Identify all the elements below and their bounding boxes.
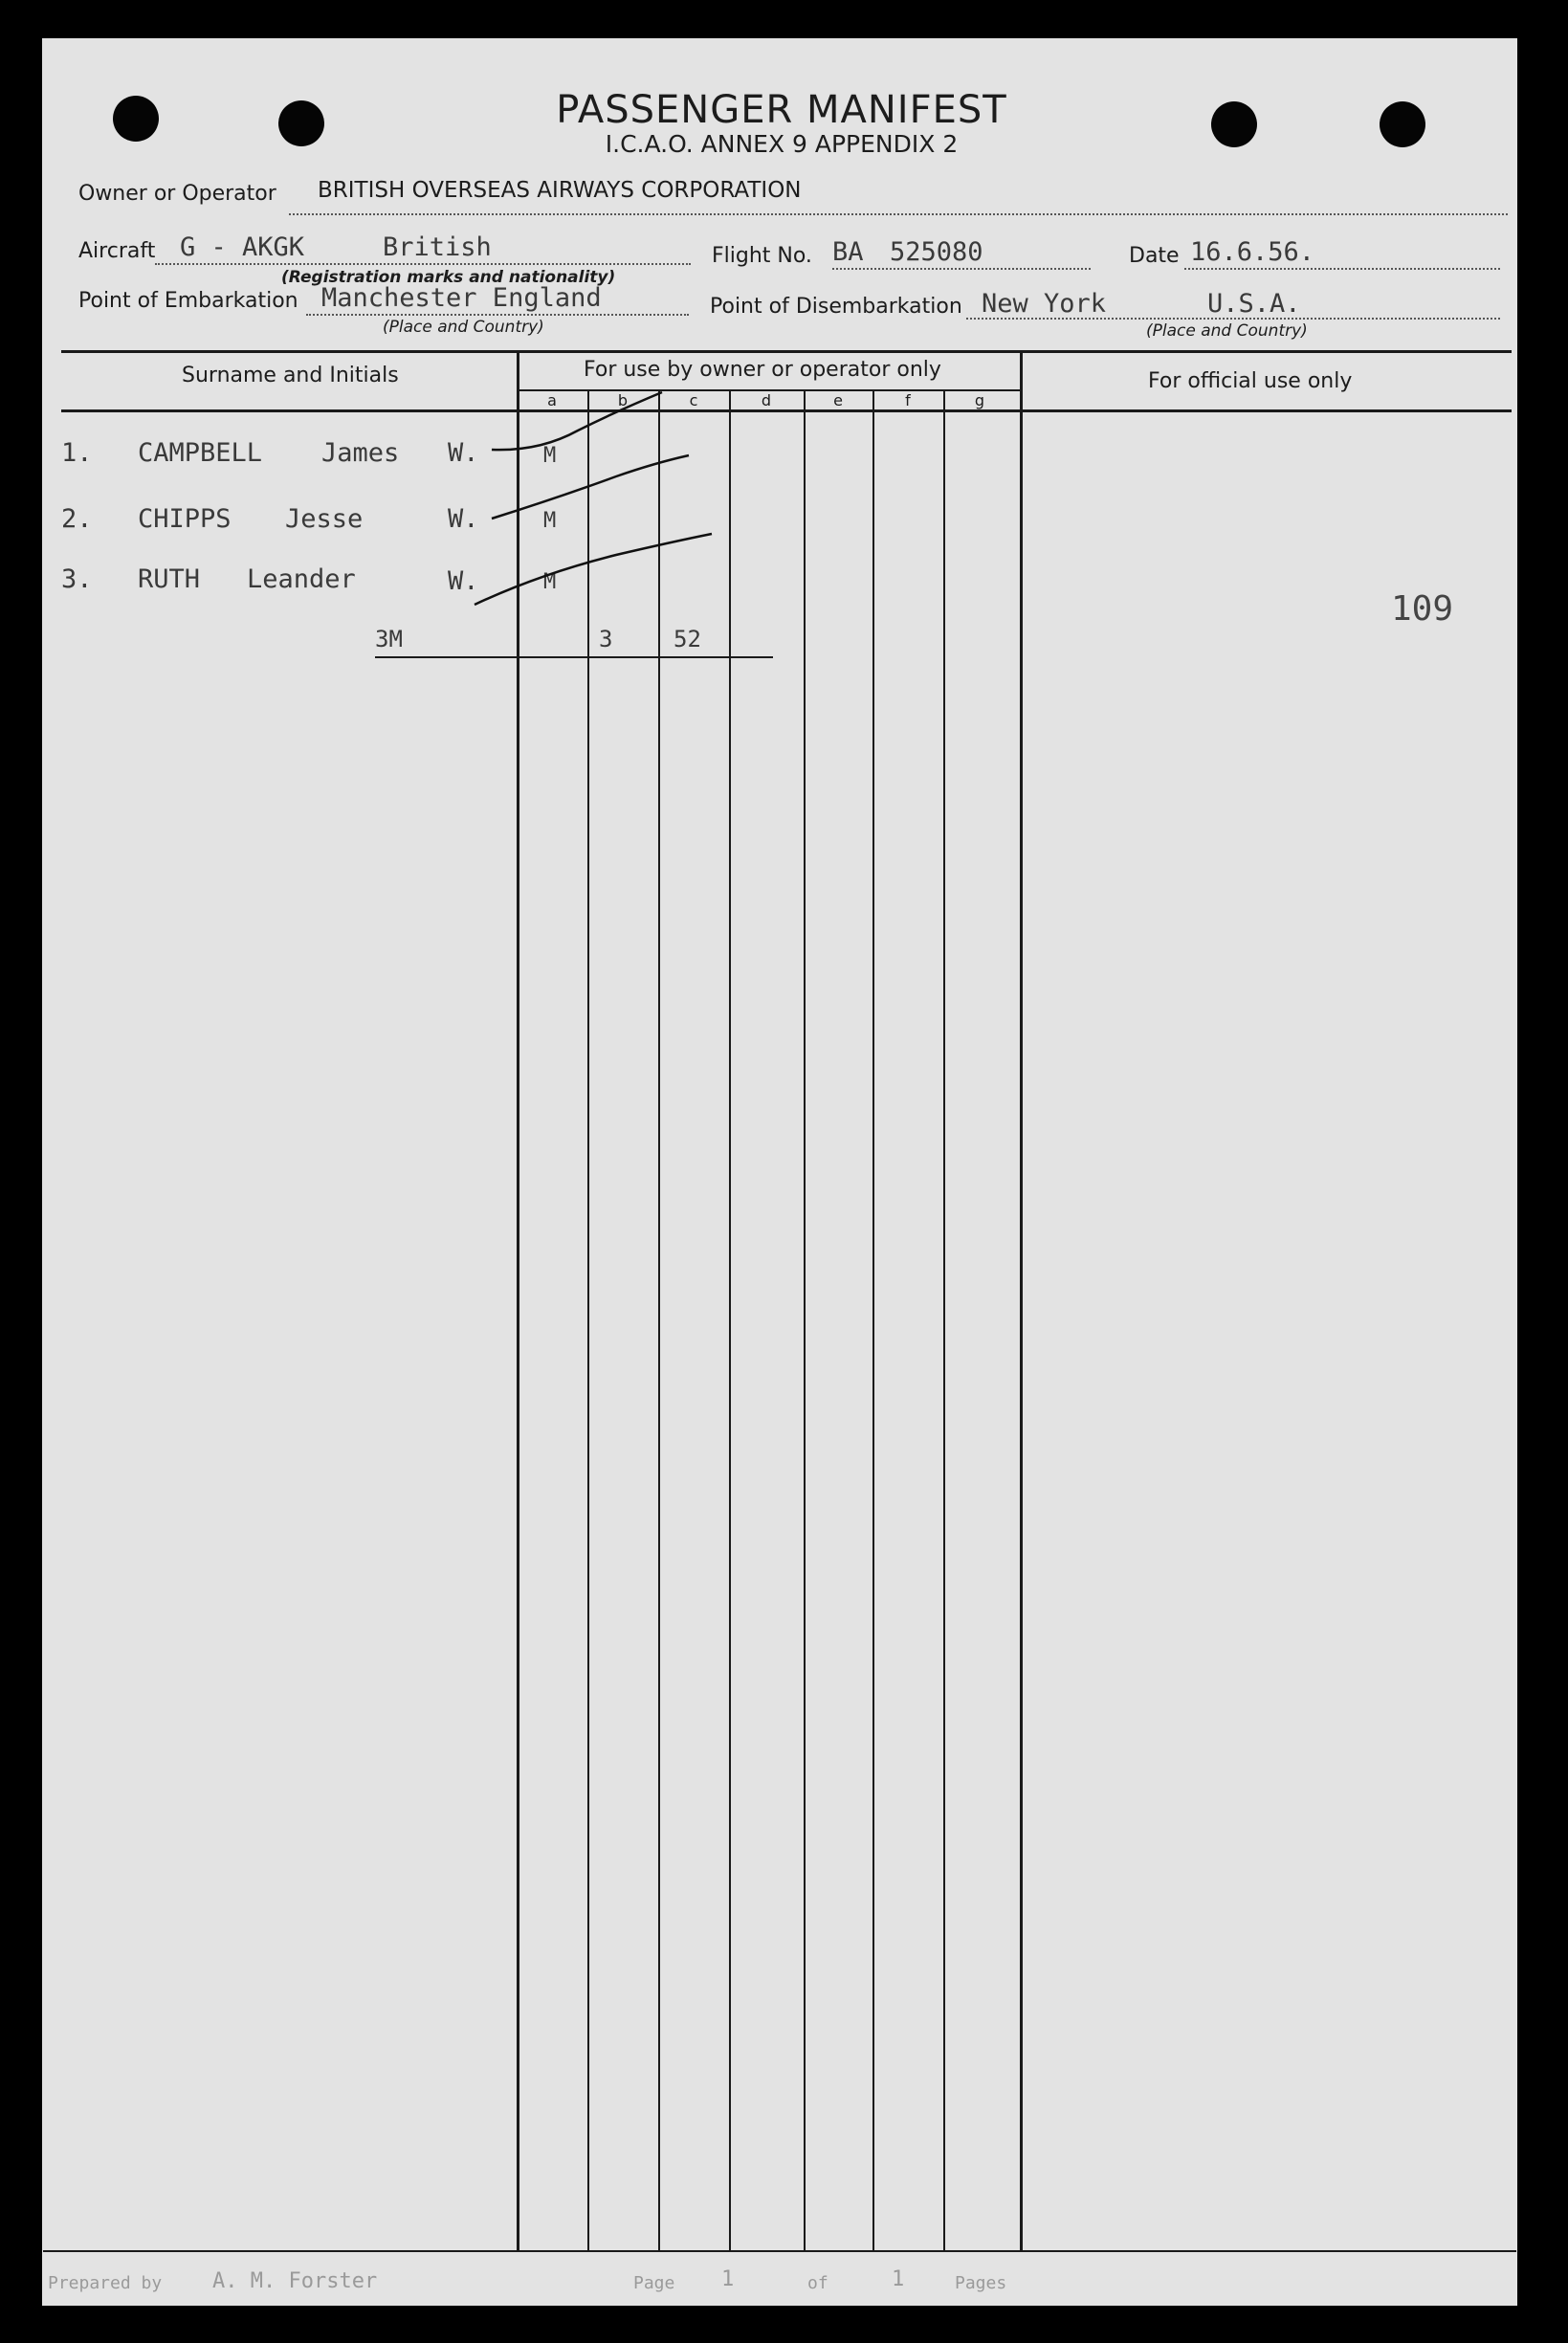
disembarkation-note: (Place and Country) bbox=[1146, 321, 1308, 341]
of-label: of bbox=[807, 2273, 828, 2293]
aircraft-value: G - AKGK bbox=[180, 232, 305, 262]
passenger-surname: RUTH bbox=[138, 564, 201, 594]
passenger-surname: CHIPPS bbox=[138, 504, 232, 534]
flight-value: 525080 bbox=[890, 237, 983, 267]
page-total: 1 bbox=[892, 2267, 905, 2291]
passenger-sex: M bbox=[543, 570, 557, 594]
row-number: 2. bbox=[61, 504, 93, 534]
header-surname: Surname and Initials bbox=[182, 364, 399, 387]
owner-label: Owner or Operator bbox=[78, 182, 276, 206]
row-number: 3. bbox=[61, 564, 93, 594]
header-official: For official use only bbox=[1148, 369, 1353, 393]
handwritten-check-marks bbox=[42, 38, 1517, 2306]
passenger-given-name: James bbox=[321, 438, 400, 468]
page-number: 1 bbox=[721, 2267, 735, 2291]
passenger-sex: M bbox=[543, 509, 557, 533]
subcol-e: e bbox=[833, 391, 843, 409]
totals-b: 3 bbox=[599, 626, 613, 652]
disembarkation-label: Point of Disembarkation bbox=[710, 295, 962, 319]
passenger-surname: CAMPBELL bbox=[138, 438, 263, 468]
check-stroke-3 bbox=[475, 534, 712, 605]
passenger-initial: W. bbox=[448, 438, 479, 468]
preparer-name: A. M. Forster bbox=[212, 2269, 378, 2293]
check-stroke-1 bbox=[492, 392, 662, 450]
subcol-g: g bbox=[974, 391, 985, 409]
passenger-initial: W. bbox=[448, 504, 479, 534]
aircraft-label: Aircraft bbox=[78, 239, 156, 263]
flight-label: Flight No. bbox=[712, 244, 812, 268]
embarkation-value: Manchester England bbox=[321, 283, 602, 313]
prepared-by-label: Prepared by bbox=[48, 2273, 163, 2293]
pages-label: Pages bbox=[955, 2273, 1007, 2293]
header-operator: For use by owner or operator only bbox=[584, 358, 941, 382]
embarkation-label: Point of Embarkation bbox=[78, 289, 298, 313]
totals-c: 52 bbox=[674, 626, 701, 652]
embarkation-note: (Place and Country) bbox=[383, 318, 544, 337]
subcol-f: f bbox=[905, 391, 911, 409]
official-number: 109 bbox=[1391, 589, 1454, 629]
totals-label: 3M bbox=[375, 626, 403, 652]
passenger-given-name: Leander bbox=[247, 564, 356, 594]
date-label: Date bbox=[1129, 244, 1180, 268]
date-value: 16.6.56. bbox=[1190, 237, 1315, 267]
subcol-b: b bbox=[617, 391, 629, 409]
form-subtitle: I.C.A.O. ANNEX 9 APPENDIX 2 bbox=[605, 130, 959, 158]
check-stroke-2 bbox=[492, 455, 689, 519]
flight-prefix: BA bbox=[832, 237, 864, 267]
registration-note: (Registration marks and nationality) bbox=[281, 268, 616, 287]
nationality-value: British bbox=[383, 232, 492, 262]
passenger-sex: M bbox=[543, 444, 557, 468]
owner-value: BRITISH OVERSEAS AIRWAYS CORPORATION bbox=[318, 178, 802, 203]
row-number: 1. bbox=[61, 438, 93, 468]
subcol-c: c bbox=[689, 391, 698, 409]
subcol-a: a bbox=[547, 391, 557, 409]
passenger-given-name: Jesse bbox=[285, 504, 364, 534]
disembarkation-country: U.S.A. bbox=[1207, 289, 1301, 319]
subcol-d: d bbox=[761, 391, 772, 409]
page-label: Page bbox=[633, 2273, 675, 2293]
manifest-sheet bbox=[42, 38, 1517, 2306]
form-title: PASSENGER MANIFEST bbox=[556, 88, 1007, 132]
passenger-initial: W. bbox=[448, 566, 479, 596]
disembarkation-city: New York bbox=[982, 289, 1107, 319]
